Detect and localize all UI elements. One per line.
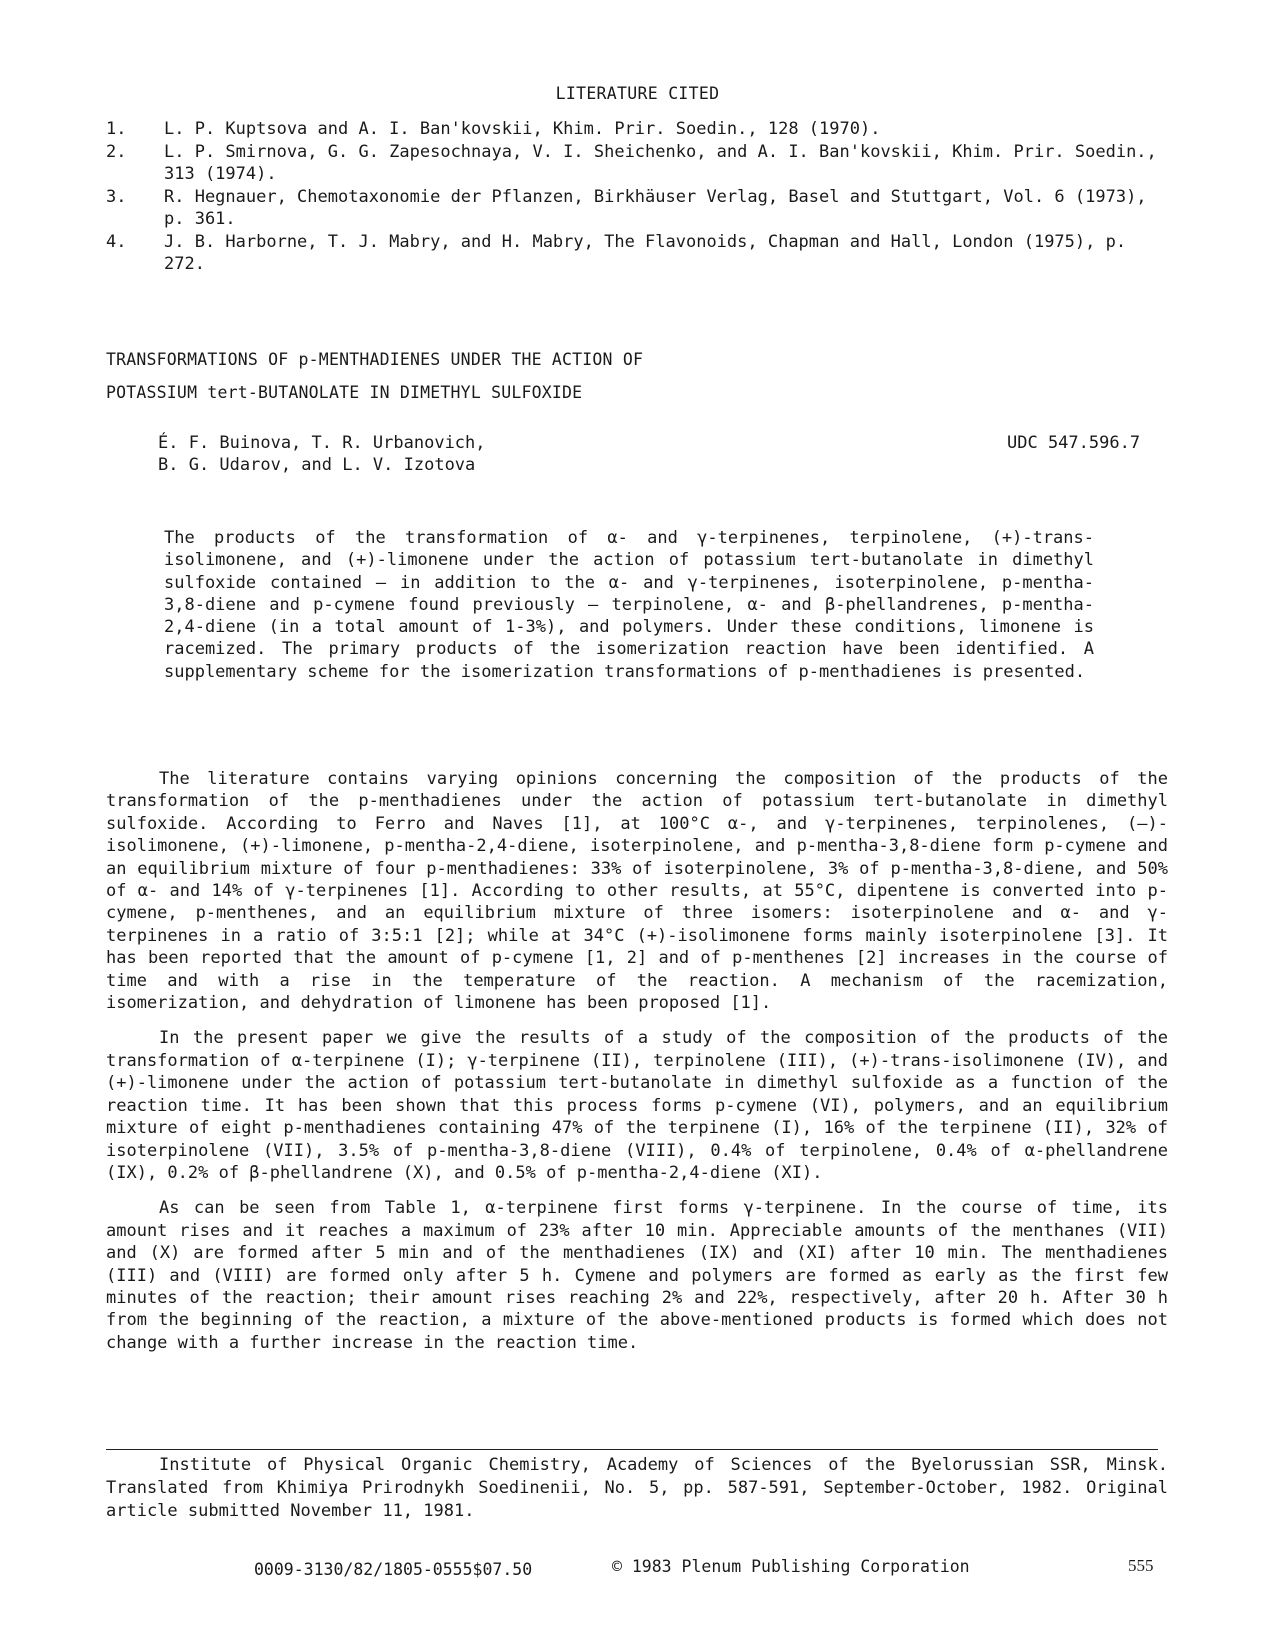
reference-text: J. B. Harborne, T. J. Mabry, and H. Mabry, The Flavonoids, Chapman and Hall, London (1975), p. 272. [164,231,1127,274]
udc-code: UDC 547.596.7 [1007,433,1141,453]
reference-text: L. P. Kuptsova and A. I. Ban'kovskii, Khim. Prir. Soedin., 128 (1970). [164,119,881,139]
reference-list [106,118,1166,276]
body-paragraph: The literature contains varying opinions concerning the composition of the products of the transformation of the p-menthadienes under the action of potassium tert-butanolate in dimethyl sulfoxide. According to Ferro and Naves [1], at 100°C α-, and γ-terpinenes, terpinolenes, (—)-isolimonene, (+)-limonene, p-mentha-2,4-diene, isoterpinolene, and p-mentha-3,8-diene form p-cymene and an equilibrium mixture of four p-menthadienes: 33% of isoterpinolene, 3% of p-mentha-3,8-diene, and 50% of α- and 14% of γ-terpinenes [1]. According to other results, at 55°C, dipentene is converted into p-cymene, p-menthenes, and an equilibrium mixture of three isomers: isoterpinolene and α- and γ-terpinenes in a ratio of 3:5:1 [2]; while at 34°C (+)-isolimonene forms mainly isoterpinolene [3]. It has been reported that the amount of p-cymene [1, 2] and of p-menthenes [2] increases in the course of time and with a rise in the temperature of the reaction. A mechanism of the racemization, isomerization, and dehydration of limonene has been proposed [1]. [106,769,1168,1014]
article-title-line: TRANSFORMATIONS OF p-MENTHADIENES UNDER THE ACTION OF [106,350,644,369]
abstract: The products of the transformation of α- and γ-terpinenes, terpinolene, (+)-trans-isolimonene, and (+)-limonene under the action of potassium tert-butanolate in dimethyl sulfoxide contained — in addition to the α- and γ-terpinenes, isoterpinolene, p-mentha-3,8-diene and p-cymene found previously — terpinolene, α- and β-phellandrenes, p-mentha-2,4-diene (in a total amount of 1-3%), and polymers. Under these conditions, limonene is racemized. The primary products of the isomerization reaction have been identified. A supplementary scheme for the isomerization transformations of p-menthadienes is presented. [164,528,1094,682]
reference-item [106,186,1166,231]
article-title-line: POTASSIUM tert-BUTANOLATE IN DIMETHYL SULFOXIDE [106,383,583,402]
reference-text: L. P. Smirnova, G. G. Zapesochnaya, V. I. Sheichenko, and A. I. Ban'kovskii, Khim. Prir. Soedin., 313 (1974). [164,141,1157,184]
reference-item [106,141,1166,186]
footnote-divider [106,1449,1158,1450]
reference-number: 4. [106,231,127,252]
document-code: 0009-3130/82/1805-0555$07.50 [254,1560,533,1579]
reference-number: 1. [106,119,127,139]
body-paragraph: In the present paper we give the results of a study of the composition of the products of the transformation of α-terpinene (I); γ-terpinene (II), terpinolene (III), (+)-trans-isolimonene (IV), and (+)-limonene under the action of potassium tert-butanolate in dimethyl sulfoxide as a function of the reaction time. It has been shown that this process forms p-cymene (VI), polymers, and an equilibrium mixture of eight p-menthadienes containing 47% of the terpinene (I), 16% of the terpinene (II), 32% of isoterpinolene (VII), 3.5% of p-mentha-3,8-diene (VIII), 0.4% of terpinolene, 0.4% of α-phellandrene (IX), 0.2% of β-phellandrene (X), and 0.5% of p-mentha-2,4-diene (XI). [106,1028,1168,1183]
reference-number: 2. [106,141,127,162]
affiliation-footnote: Institute of Physical Organic Chemistry, Academy of Sciences of the Byelorussian SSR, Minsk. Translated from Khimiya Prirodnykh Soedinenii, No. 5, pp. 587-591, September-October, 1982. Original article submitted November 11, 1981. [106,1455,1168,1521]
author-line: É. F. Buinova, T. R. Urbanovich, [158,433,486,453]
author-list [158,432,486,476]
literature-cited-heading: LITERATURE CITED [555,84,720,103]
reference-text: R. Hegnauer, Chemotaxonomie der Pflanzen, Birkhäuser Verlag, Basel and Stuttgart, Vol. 6 (1973), p. 361. [164,186,1147,229]
reference-item [106,118,1166,141]
reference-number: 3. [106,186,127,207]
page-number: 555 [1128,1556,1154,1575]
article-title [106,343,643,409]
copyright-notice: © 1983 Plenum Publishing Corporation [612,1557,970,1576]
body-paragraph: As can be seen from Table 1, α-terpinene first forms γ-terpinene. In the course of time, its amount rises and it reaches a maximum of 23% after 10 min. Appreciable amounts of the menthanes (VII) and (X) are formed after 5 min and of the menthadienes (IX) and (XI) after 10 min. The menthadienes (III) and (VIII) are formed only after 5 h. Cymene and polymers are formed as early as the first few minutes of the reaction; their amount rises reaching 2% and 22%, respectively, after 20 h. After 30 h from the beginning of the reaction, a mixture of the above-mentioned products is formed which does not change with a further increase in the reaction time. [106,1198,1168,1353]
article-body [106,768,1168,1367]
author-line: B. G. Udarov, and L. V. Izotova [158,455,476,475]
reference-item [106,231,1166,276]
